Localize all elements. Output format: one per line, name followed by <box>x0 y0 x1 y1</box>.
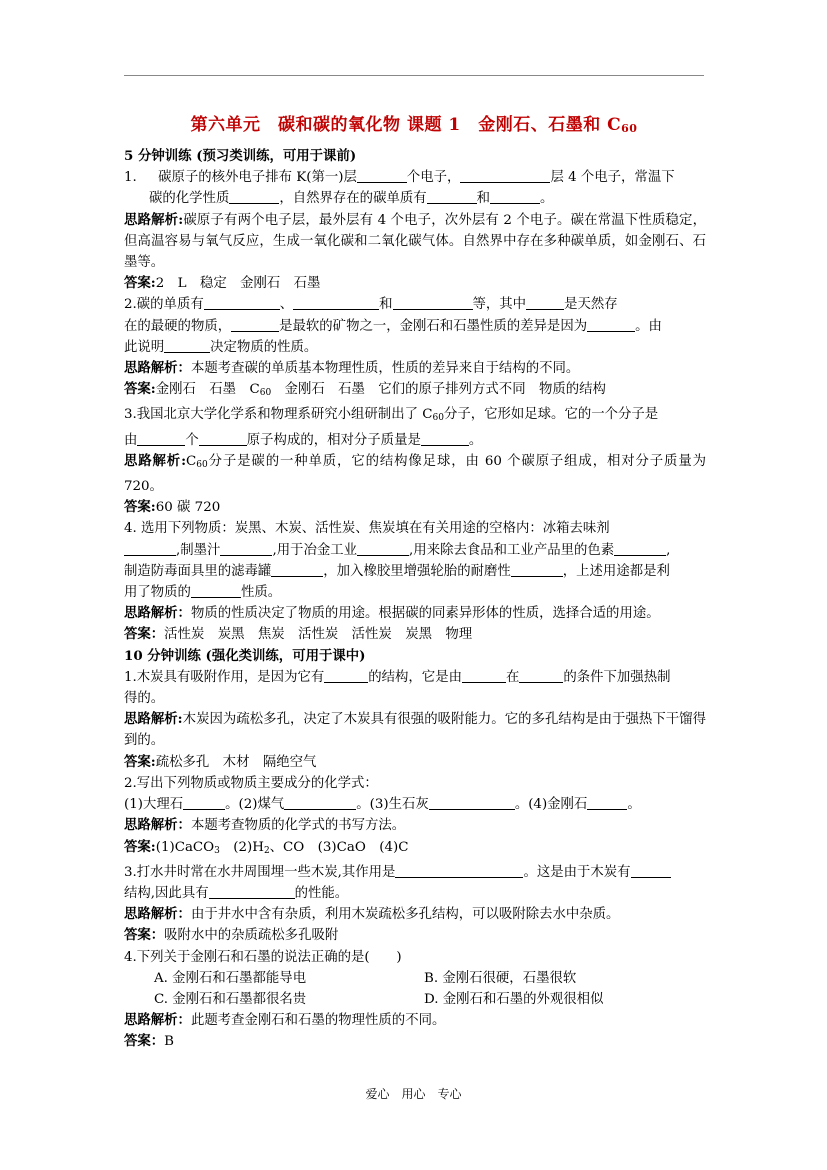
question-4-line-3 <box>124 561 706 582</box>
analysis-text: 由于井水中含有杂质，利用木炭疏松多孔结构，可以吸附除去水中杂质。 <box>190 907 620 923</box>
question-text: 。(2)煤气 <box>225 797 285 813</box>
answer-blank <box>519 669 563 683</box>
answer-blank <box>271 563 323 577</box>
question-text: 由 <box>124 432 138 448</box>
answer-blank <box>183 796 225 810</box>
question-8-options-row-2 <box>124 989 706 1010</box>
answer-blank <box>220 542 272 556</box>
analysis-text: 木炭因为疏松多孔，决定了木炭具有很强的吸附能力。它的多孔结构是由于强热下干馏得到的。 <box>124 712 706 749</box>
answer-blank <box>631 864 671 878</box>
analysis-3 <box>124 451 706 497</box>
question-1-line-2 <box>124 188 706 209</box>
answer-label: 答案: <box>124 499 156 516</box>
analysis-text: C <box>186 453 197 469</box>
analysis-text: 本题考查物质的化学式的书写方法。 <box>190 818 406 834</box>
question-text: 在 <box>505 669 520 685</box>
analysis-text: 此题考查金刚石和石墨的物理性质的不同。 <box>190 1013 446 1029</box>
question-text: 个电子， <box>406 170 461 186</box>
question-text: 。由 <box>635 318 662 334</box>
answer-text: 60 碳 720 <box>155 500 221 516</box>
answer-blank <box>209 885 295 899</box>
answer-subscript: 2 <box>263 845 270 856</box>
question-text: 用了物质的 <box>124 585 191 601</box>
answer-8 <box>124 1031 706 1052</box>
analysis-label: 思路解析： <box>124 360 191 377</box>
analysis-label: 思路解析： <box>124 1012 191 1029</box>
question-text: 。 <box>540 191 554 207</box>
question-text: 性质。 <box>240 585 282 601</box>
analysis-8 <box>124 1010 706 1031</box>
question-text: 是最软的矿物之一，金刚石和石墨性质的差异是因为 <box>279 318 588 334</box>
analysis-6 <box>124 815 706 836</box>
section-heading-10min: 10 分钟训练 (强化类训练，可用于课中) <box>124 647 366 664</box>
analysis-5 <box>124 709 706 751</box>
answer-label: 答案： <box>124 1033 165 1050</box>
question-text: ，加入橡胶里增强轮胎的耐磨性 <box>323 563 511 579</box>
answer-label: 答案： <box>124 626 165 643</box>
answer-label: 答案: <box>124 838 156 855</box>
question-subscript: 60 <box>432 413 444 424</box>
answer-blank <box>324 669 368 683</box>
answer-blank <box>427 190 477 204</box>
question-text: 的结构，它是由 <box>368 669 462 685</box>
answer-subscript: 60 <box>259 388 272 399</box>
question-text: , <box>666 542 671 558</box>
question-text: 。 <box>468 432 483 448</box>
question-text: 1.木炭具有吸附作用，是因为它有 <box>124 669 325 685</box>
answer-blank <box>137 432 185 446</box>
question-text: 等，其中 <box>472 297 527 313</box>
question-text: 分子，它形如足球。它的一个分子是 <box>443 407 659 423</box>
answer-2 <box>124 379 706 404</box>
title-text: 第六单元 碳和碳的氧化物 课题 1 金刚石、石墨和 C <box>190 115 622 135</box>
answer-blank <box>293 296 379 310</box>
question-text: 的性能。 <box>294 885 349 901</box>
answer-blank <box>429 796 515 810</box>
question-2-line-3 <box>124 337 706 358</box>
document-body <box>124 146 706 1053</box>
question-number: 1. <box>124 170 137 186</box>
answer-text: 疏松多孔 木材 隔绝空气 <box>155 754 317 770</box>
question-text: 在的最硬的物质， <box>124 318 232 334</box>
question-text: 层 4 个电子，常温下 <box>550 170 675 186</box>
analysis-label: 思路解析: <box>124 452 187 469</box>
page-title <box>124 110 704 135</box>
question-1-line-1 <box>124 167 706 188</box>
question-text: 决定物质的性质。 <box>210 339 318 355</box>
analysis-7 <box>124 904 706 925</box>
question-text: 2.写出下列物质或物质主要成分的化学式： <box>124 775 378 791</box>
question-text: 和 <box>379 297 393 313</box>
answer-text: 金刚石 石墨 C <box>155 382 260 398</box>
answer-text: 活性炭 炭黑 焦炭 活性炭 活性炭 炭黑 物理 <box>164 627 473 643</box>
analysis-4 <box>124 603 706 624</box>
option-d: D. 金刚石和石墨的外观很相似 <box>424 991 604 1007</box>
answer-blank <box>421 432 469 446</box>
question-text: (1)大理石 <box>124 797 184 813</box>
question-text: 的条件下加强热制 <box>563 669 671 685</box>
header-rule <box>124 75 704 76</box>
answer-text: B <box>164 1034 175 1050</box>
option-b: B. 金刚石很硬，石墨很软 <box>424 970 577 986</box>
section-heading-5min: 5 分钟训练 (预习类训练，可用于课前) <box>124 148 357 164</box>
analysis-label: 思路解析： <box>124 605 191 622</box>
question-text: 3.我国北京大学化学系和物理系研究小组研制出了 C <box>124 407 433 423</box>
question-text: 碳原子的核外电子排布 K(第一)层 <box>158 170 357 186</box>
question-text: 2.碳的单质有 <box>124 297 204 313</box>
question-7-line-1 <box>124 862 706 883</box>
question-text: 制造防毒面具里的滤毒罐 <box>124 563 272 579</box>
answer-label: 答案: <box>124 753 156 770</box>
question-text: ，自然界存在的碳单质有 <box>279 191 427 207</box>
analysis-2 <box>124 358 706 379</box>
analysis-subscript: 60 <box>196 459 208 470</box>
analysis-1 <box>124 210 706 274</box>
answer-blank <box>191 584 241 598</box>
answer-label: 答案: <box>124 275 156 292</box>
analysis-text: 本题考查碳的单质基本物理性质，性质的差异来自于结构的不同。 <box>190 361 580 377</box>
question-text: 3.打水井时常在水井周围埋一些木炭,其作用是 <box>124 864 396 880</box>
question-text: 。(4)金刚石 <box>514 797 588 813</box>
question-text: ,制墨汁 <box>176 542 221 558</box>
question-6-line-2 <box>124 794 706 815</box>
answer-7 <box>124 925 706 946</box>
question-8-options-row-1 <box>124 968 706 989</box>
question-4-line-1 <box>124 518 706 539</box>
question-text: 。这是由于木炭有 <box>523 864 631 880</box>
answer-blank <box>460 169 550 183</box>
analysis-text: 物质的性质决定了物质的用途。根据碳的同素异形体的性质，选择合适的用途。 <box>190 606 660 622</box>
question-5-line-2 <box>124 688 706 709</box>
question-text: ,用于冶金工业 <box>272 542 358 558</box>
question-4-line-4 <box>124 582 706 603</box>
analysis-label: 思路解析： <box>124 906 191 923</box>
answer-3 <box>124 497 706 518</box>
answer-text: 2 L 稳定 金刚石 石墨 <box>155 276 321 292</box>
question-7-line-2 <box>124 883 706 904</box>
answer-text: 、CO (3)CaO (4)C <box>269 839 409 855</box>
question-text: 。(3)生石灰 <box>356 797 429 813</box>
analysis-label: 思路解析: <box>124 211 184 228</box>
question-text: 碳的化学性质 <box>149 191 230 207</box>
question-4-line-2 <box>124 540 706 561</box>
answer-text: (2)H <box>219 839 264 855</box>
analysis-label: 思路解析： <box>124 817 191 834</box>
answer-blank <box>393 296 473 310</box>
option-c: C. 金刚石和石墨都很名贵 <box>154 991 307 1007</box>
question-5-line-1 <box>124 667 706 688</box>
answer-blank <box>587 796 627 810</box>
question-text: 原子构成的，相对分子质量是 <box>246 432 421 448</box>
analysis-label: 思路解析: <box>124 711 183 728</box>
answer-blank <box>284 796 356 810</box>
question-text: 、 <box>279 297 294 313</box>
answer-blank <box>229 190 279 204</box>
answer-blank <box>199 432 247 446</box>
answer-text: 吸附水中的杂质疏松多孔吸附 <box>164 928 339 944</box>
answer-blank <box>614 542 666 556</box>
answer-blank <box>462 669 506 683</box>
question-2-line-1 <box>124 294 706 315</box>
title-subscript: 60 <box>621 122 638 135</box>
question-text: 和 <box>476 191 491 207</box>
analysis-text: 碳原子有两个电子层，最外层有 4 个电子，次外层有 2 个电子。碳在常温下性质稳定，但高温容易与氧气反应，生成一氧化碳和二氧化碳气体。自然界中存在多种碳单质，如金刚石、石墨等。 <box>124 212 706 271</box>
answer-1 <box>124 273 706 294</box>
answer-4 <box>124 624 706 645</box>
answer-blank <box>124 542 176 556</box>
question-text: 4. 选用下列物质：炭黑、木炭、活性炭、焦炭填在有关用途的空格内：冰箱去味剂 <box>124 521 610 537</box>
question-3-line-1 <box>124 404 706 429</box>
answer-blank <box>587 318 635 332</box>
question-2-line-2 <box>124 316 706 337</box>
answer-subscript: 3 <box>214 845 220 856</box>
answer-blank <box>511 563 563 577</box>
page-footer: 爱心 用心 专心 <box>365 1087 462 1101</box>
question-6-line-1 <box>124 773 706 794</box>
question-text: 。 <box>627 797 641 813</box>
answer-blank <box>490 190 540 204</box>
answer-5 <box>124 752 706 773</box>
analysis-text: 分子是碳的一种单质，它的结构像足球，由 60 个碳原子组成，相对分子质量为 720。 <box>124 453 706 495</box>
answer-6 <box>124 837 706 862</box>
answer-blank <box>357 542 409 556</box>
question-text: ,用来除去食品和工业产品里的色素 <box>409 542 615 558</box>
answer-blank <box>357 169 407 183</box>
question-text: 得的。 <box>124 691 165 707</box>
question-text: 是天然存 <box>564 297 618 313</box>
question-3-line-2 <box>124 430 706 451</box>
option-a: A. 金刚石和石墨都能导电 <box>154 970 307 986</box>
answer-blank <box>164 339 210 353</box>
answer-text: (1)CaCO <box>155 839 215 855</box>
answer-blank <box>395 864 523 878</box>
question-text: 结构,因此具有 <box>124 885 209 901</box>
answer-label: 答案: <box>124 381 156 398</box>
question-text: ，上述用途都是利 <box>562 563 670 579</box>
answer-blank <box>204 296 280 310</box>
question-text: 此说明 <box>124 339 165 355</box>
question-text: 个 <box>185 432 199 448</box>
answer-text: 金刚石 石墨 它们的原子排列方式不同 物质的结构 <box>271 382 606 398</box>
question-8-stem: 4.下列关于金刚石和石墨的说法正确的是( ) <box>124 949 402 965</box>
answer-label: 答案： <box>124 927 165 944</box>
answer-blank <box>526 296 564 310</box>
answer-blank <box>231 318 279 332</box>
